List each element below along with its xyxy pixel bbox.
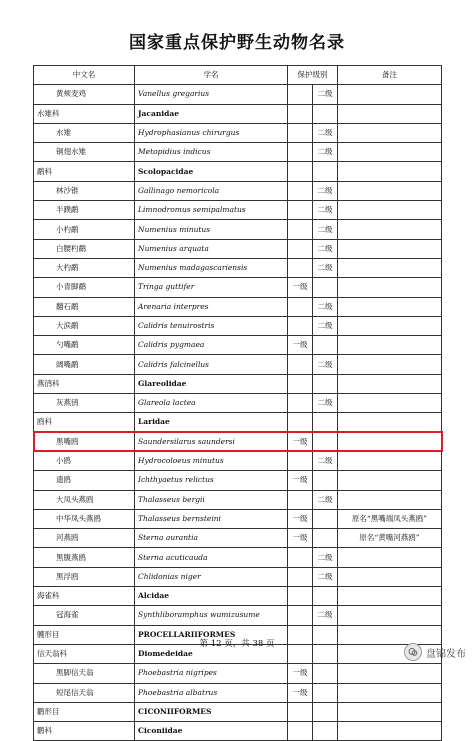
cell-chinese-name: 大凤头燕鸥 (34, 490, 135, 509)
cell-level-2 (313, 509, 338, 528)
cell-chinese-name: 阔嘴鹬 (34, 355, 135, 374)
table-row (34, 471, 442, 490)
cell-note (338, 432, 442, 451)
table-row (34, 702, 442, 721)
table-row (34, 181, 442, 200)
cell-scientific-name: Saundersilarus saundersi (135, 432, 288, 451)
cell-note (338, 297, 442, 316)
cell-note: 原名“黄嘴河燕鸥” (338, 529, 442, 548)
cell-note (338, 664, 442, 683)
cell-level-1 (288, 548, 313, 567)
cell-chinese-name: 鹬科 (34, 162, 135, 181)
cell-note (338, 239, 442, 258)
cell-level-1 (288, 297, 313, 316)
cell-level-1 (288, 258, 313, 277)
cell-level-2: 二级 (313, 451, 338, 470)
table-row (34, 374, 442, 393)
cell-level-1: 一级 (288, 432, 313, 451)
cell-scientific-name: Calidris tenuirostris (135, 316, 288, 335)
cell-note (338, 413, 442, 432)
cell-level-1 (288, 355, 313, 374)
cell-level-2: 二级 (313, 316, 338, 335)
cell-level-2: 二级 (313, 220, 338, 239)
column-header-note: 备注 (338, 66, 442, 85)
cell-scientific-name: Tringa guttifer (135, 278, 288, 297)
cell-scientific-name: Numenius madagascariensis (135, 258, 288, 277)
cell-level-1: 一级 (288, 509, 313, 528)
cell-level-1 (288, 143, 313, 162)
cell-level-2 (313, 432, 338, 451)
cell-scientific-name: Arenaria interpres (135, 297, 288, 316)
table-row (34, 490, 442, 509)
cell-scientific-name: Scolopacidae (135, 162, 288, 181)
cell-scientific-name: CICONIIFORMES (135, 702, 288, 721)
table-row (34, 394, 442, 413)
table-row (34, 567, 442, 586)
cell-note (338, 355, 442, 374)
cell-level-1 (288, 567, 313, 586)
cell-level-2 (313, 529, 338, 548)
cell-level-1 (288, 220, 313, 239)
cell-note (338, 587, 442, 606)
cell-level-1 (288, 181, 313, 200)
cell-chinese-name: 翻石鹬 (34, 297, 135, 316)
table-row (34, 413, 442, 432)
cell-note (338, 490, 442, 509)
cell-note: 原名“黑嘴端凤头燕鸥” (338, 509, 442, 528)
cell-note (338, 85, 442, 104)
cell-chinese-name: 黑脚信天翁 (34, 664, 135, 683)
cell-scientific-name: Phoebastria nigripes (135, 664, 288, 683)
cell-chinese-name: 大杓鹬 (34, 258, 135, 277)
cell-level-2 (313, 664, 338, 683)
table-row (34, 451, 442, 470)
cell-level-1 (288, 606, 313, 625)
cell-chinese-name: 鹳形目 (34, 702, 135, 721)
cell-chinese-name: 铜翅水雉 (34, 143, 135, 162)
cell-level-2 (313, 162, 338, 181)
cell-chinese-name: 中华凤头燕鸥 (34, 509, 135, 528)
cell-level-2: 二级 (313, 355, 338, 374)
cell-scientific-name: Ichthyaetus relictus (135, 471, 288, 490)
table-row (34, 201, 442, 220)
cell-level-1 (288, 413, 313, 432)
cell-level-1 (288, 239, 313, 258)
cell-level-1 (288, 162, 313, 181)
column-header-sci: 学名 (135, 66, 288, 85)
cell-level-1 (288, 104, 313, 123)
cell-scientific-name: Numenius minutus (135, 220, 288, 239)
cell-level-1 (288, 316, 313, 335)
cell-note (338, 451, 442, 470)
cell-note (338, 548, 442, 567)
cell-level-2: 二级 (313, 85, 338, 104)
cell-chinese-name: 林沙锥 (34, 181, 135, 200)
cell-chinese-name: 半蹼鹬 (34, 201, 135, 220)
cell-chinese-name: 遗鸥 (34, 471, 135, 490)
cell-level-2 (313, 471, 338, 490)
cell-scientific-name: Chlidonias niger (135, 567, 288, 586)
cell-note (338, 394, 442, 413)
cell-level-2 (313, 413, 338, 432)
cell-scientific-name: Sterna acuticauda (135, 548, 288, 567)
cell-level-1: 一级 (288, 336, 313, 355)
cell-note (338, 220, 442, 239)
cell-level-1: 一级 (288, 529, 313, 548)
cell-level-2 (313, 104, 338, 123)
table-row (34, 239, 442, 258)
cell-level-2: 二级 (313, 239, 338, 258)
cell-scientific-name: Gallinago nemoricola (135, 181, 288, 200)
cell-chinese-name: 灰燕鸻 (34, 394, 135, 413)
watermark (404, 643, 466, 661)
cell-note (338, 336, 442, 355)
cell-chinese-name: 小青脚鹬 (34, 278, 135, 297)
cell-note (338, 123, 442, 142)
cell-scientific-name: Glareola lactea (135, 394, 288, 413)
cell-level-2: 二级 (313, 258, 338, 277)
table-row (34, 258, 442, 277)
wechat-logo-glyph (408, 647, 418, 657)
cell-chinese-name: 鹱形目 (34, 625, 135, 644)
cell-level-2 (313, 683, 338, 702)
cell-level-2 (313, 587, 338, 606)
table-row (34, 664, 442, 683)
cell-chinese-name: 水雉科 (34, 104, 135, 123)
cell-scientific-name: Diomedeidae (135, 644, 288, 663)
cell-note (338, 258, 442, 277)
page-footer: 第 12 页，共 38 页 (199, 639, 275, 649)
cell-level-1: 一级 (288, 664, 313, 683)
cell-level-1 (288, 490, 313, 509)
cell-level-1 (288, 451, 313, 470)
table-row (34, 606, 442, 625)
wechat-logo-icon (404, 643, 422, 661)
cell-level-2: 二级 (313, 490, 338, 509)
table-row (34, 220, 442, 239)
cell-level-2: 二级 (313, 394, 338, 413)
cell-scientific-name: Phoebastria albatrus (135, 683, 288, 702)
cell-chinese-name: 黑腹燕鸥 (34, 548, 135, 567)
cell-level-2: 二级 (313, 606, 338, 625)
cell-level-2: 二级 (313, 123, 338, 142)
cell-chinese-name: 鸥科 (34, 413, 135, 432)
cell-chinese-name: 白腰杓鹬 (34, 239, 135, 258)
cell-level-1: 一级 (288, 278, 313, 297)
cell-note (338, 143, 442, 162)
cell-scientific-name: Glareolidae (135, 374, 288, 393)
cell-chinese-name: 信天翁科 (34, 644, 135, 663)
table-row (34, 316, 442, 335)
cell-chinese-name: 勺嘴鹬 (34, 336, 135, 355)
cell-chinese-name: 短尾信天翁 (34, 683, 135, 702)
cell-level-1 (288, 722, 313, 741)
cell-level-2 (313, 374, 338, 393)
column-header-level: 保护级别 (288, 66, 338, 85)
cell-scientific-name: Vanellus gregarius (135, 85, 288, 104)
cell-note (338, 181, 442, 200)
table-row (34, 85, 442, 104)
cell-level-2: 二级 (313, 181, 338, 200)
cell-level-2: 二级 (313, 297, 338, 316)
cell-note (338, 702, 442, 721)
cell-chinese-name: 海雀科 (34, 587, 135, 606)
cell-scientific-name: Thalasseus bergii (135, 490, 288, 509)
table-row-highlighted (34, 432, 442, 451)
table-row (34, 529, 442, 548)
cell-chinese-name: 大滨鹬 (34, 316, 135, 335)
cell-scientific-name: Sterna aurantia (135, 529, 288, 548)
cell-chinese-name: 河燕鸥 (34, 529, 135, 548)
cell-note (338, 278, 442, 297)
cell-level-1: 一级 (288, 683, 313, 702)
watermark-text: 盘锦发布 (426, 648, 466, 660)
cell-chinese-name: 鹳科 (34, 722, 135, 741)
cell-note (338, 683, 442, 702)
cell-note (338, 316, 442, 335)
table-row (34, 548, 442, 567)
table-row (34, 336, 442, 355)
cell-note (338, 201, 442, 220)
cell-scientific-name: Laridae (135, 413, 288, 432)
cell-level-2 (313, 336, 338, 355)
cell-note (338, 606, 442, 625)
cell-note (338, 162, 442, 181)
table-row (34, 509, 442, 528)
cell-scientific-name: Hydrophasianus chirurgus (135, 123, 288, 142)
cell-note (338, 722, 442, 741)
table-row (34, 162, 442, 181)
table-header-row (34, 66, 442, 85)
cell-chinese-name: 黄颊麦鸡 (34, 85, 135, 104)
cell-chinese-name: 冠海雀 (34, 606, 135, 625)
cell-scientific-name: Synthliboramphus wumizusume (135, 606, 288, 625)
cell-note (338, 104, 442, 123)
cell-level-2: 二级 (313, 548, 338, 567)
cell-level-2 (313, 722, 338, 741)
cell-note (338, 374, 442, 393)
cell-level-1: 一级 (288, 471, 313, 490)
table-row (34, 297, 442, 316)
table-row (34, 722, 442, 741)
table-row (34, 587, 442, 606)
cell-chinese-name: 小杓鹬 (34, 220, 135, 239)
page-title: 国家重点保护野生动物名录 (129, 33, 345, 53)
table-row (34, 355, 442, 374)
cell-level-2 (313, 702, 338, 721)
cell-scientific-name: Hydrocoloeus minutus (135, 451, 288, 470)
cell-level-1 (288, 702, 313, 721)
cell-note (338, 471, 442, 490)
cell-scientific-name: Calidris falcinellus (135, 355, 288, 374)
cell-level-1 (288, 587, 313, 606)
cell-chinese-name: 小鸥 (34, 451, 135, 470)
cell-level-1 (288, 374, 313, 393)
cell-level-1 (288, 201, 313, 220)
cell-chinese-name: 黑浮鸥 (34, 567, 135, 586)
table-row (34, 683, 442, 702)
cell-chinese-name: 燕鸻科 (34, 374, 135, 393)
table-row (34, 143, 442, 162)
cell-scientific-name: Limnodromus semipalmatus (135, 201, 288, 220)
table-row (34, 278, 442, 297)
cell-level-2: 二级 (313, 201, 338, 220)
cell-level-1 (288, 123, 313, 142)
cell-note (338, 567, 442, 586)
cell-scientific-name: Alcidae (135, 587, 288, 606)
cell-level-1 (288, 394, 313, 413)
cell-scientific-name: PROCELLARIIFORMES (135, 625, 288, 644)
cell-level-2: 二级 (313, 567, 338, 586)
cell-chinese-name: 黑嘴鸥 (34, 432, 135, 451)
cell-scientific-name: Jacanidae (135, 104, 288, 123)
cell-chinese-name: 水雉 (34, 123, 135, 142)
cell-scientific-name: Metopidius indicus (135, 143, 288, 162)
cell-scientific-name: Numenius arquata (135, 239, 288, 258)
table-row (34, 104, 442, 123)
cell-scientific-name: Ciconiidae (135, 722, 288, 741)
table-row (34, 123, 442, 142)
cell-scientific-name: Thalasseus bernsteini (135, 509, 288, 528)
column-header-cn: 中文名 (34, 66, 135, 85)
cell-level-1 (288, 85, 313, 104)
cell-level-2 (313, 278, 338, 297)
cell-level-2: 二级 (313, 143, 338, 162)
cell-scientific-name: Calidris pygmaea (135, 336, 288, 355)
